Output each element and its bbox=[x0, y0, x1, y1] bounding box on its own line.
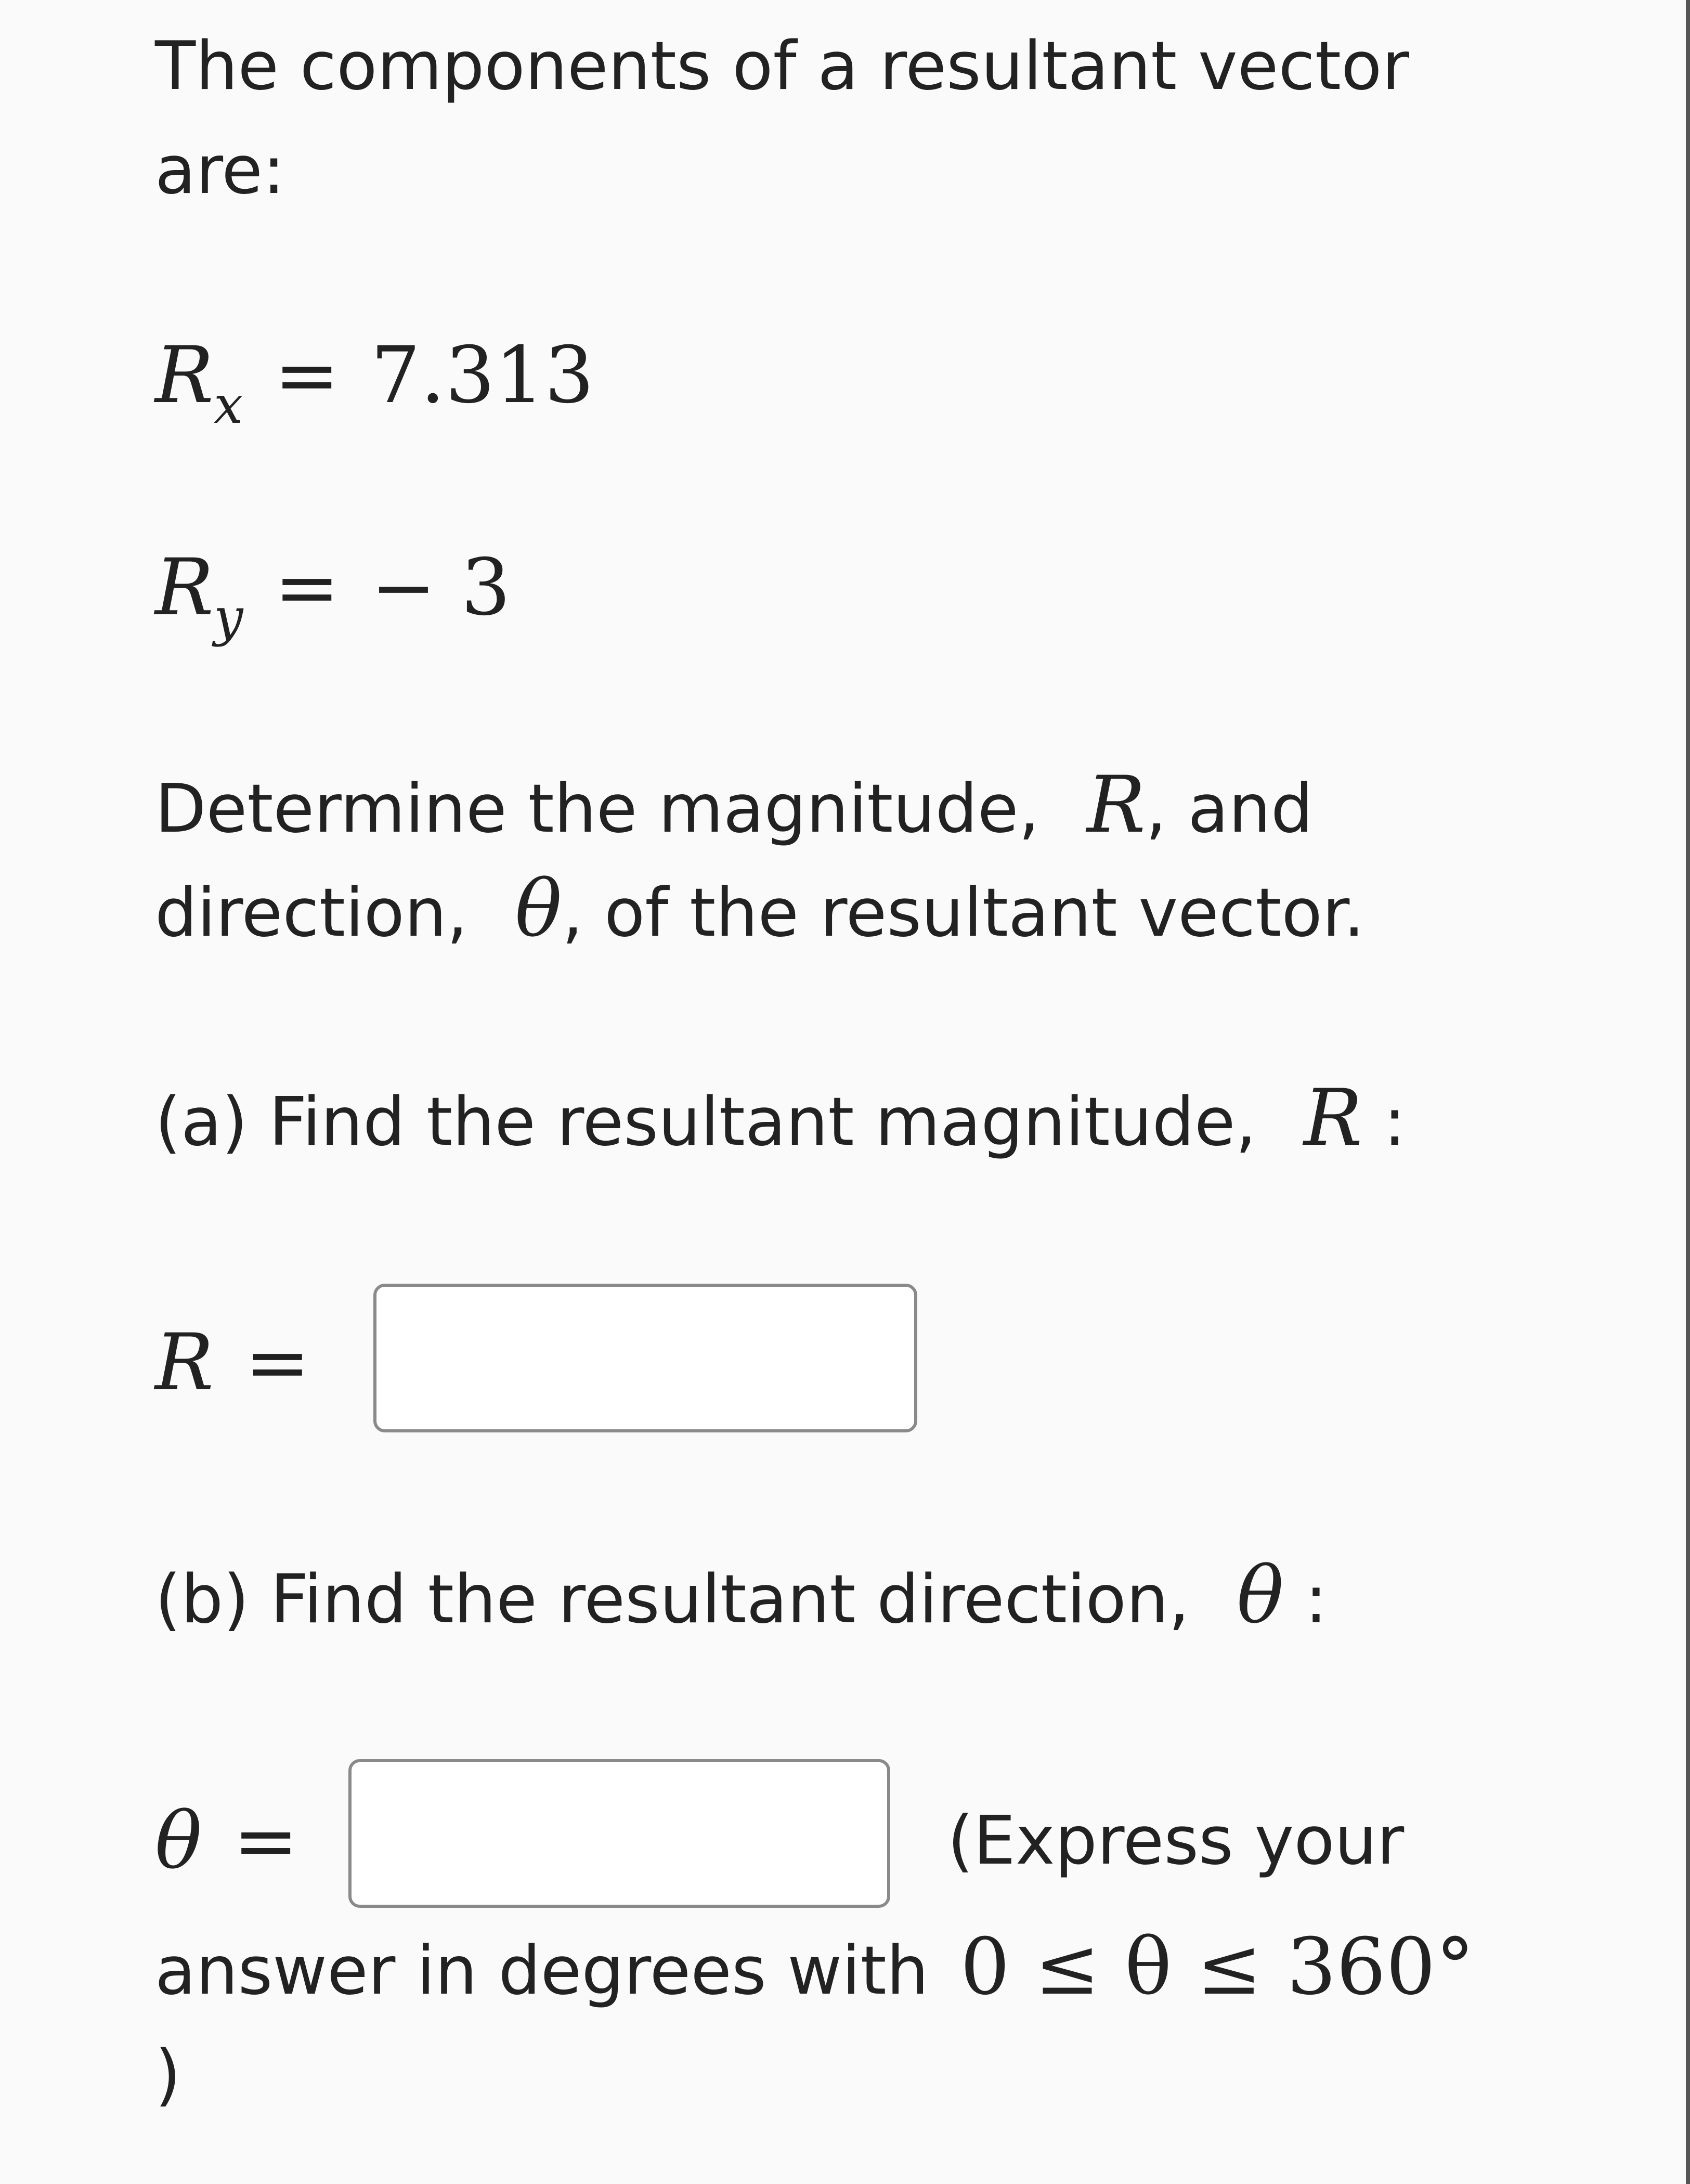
magnitude-answer-input[interactable] bbox=[373, 1284, 917, 1432]
part-b-hint-line-1: (Express your bbox=[947, 1802, 1405, 1880]
part-b-prompt-colon: : bbox=[1305, 1561, 1328, 1638]
part-b-answer-label bbox=[155, 1789, 330, 1893]
rx-value: 7.313 bbox=[371, 330, 594, 421]
rx-subscript: x bbox=[213, 374, 243, 435]
part-a-prompt-symbol: R bbox=[1304, 1073, 1362, 1164]
task-line-2-prefix: direction, bbox=[155, 874, 468, 952]
task-line-2-suffix: , of the resultant vector. bbox=[562, 874, 1365, 952]
part-a-answer-equals: = bbox=[244, 1317, 310, 1408]
direction-answer-input[interactable] bbox=[348, 1759, 890, 1908]
part-b-prompt-symbol: θ bbox=[1237, 1550, 1284, 1641]
part-a-prompt-colon: : bbox=[1383, 1083, 1406, 1161]
ry-equation bbox=[155, 536, 511, 649]
part-a-prompt-text: (a) Find the resultant magnitude, bbox=[155, 1083, 1257, 1161]
intro-line-1: The components of a resultant vector bbox=[155, 28, 1409, 105]
part-b-hint-line-2 bbox=[155, 1915, 1475, 2023]
ry-equals: = bbox=[274, 542, 340, 633]
rx-equation bbox=[155, 324, 594, 436]
ry-value: − 3 bbox=[371, 542, 511, 633]
task-line-1-symbol: R bbox=[1086, 760, 1146, 850]
part-b-hint-math: 0 ≤ θ ≤ 360° bbox=[960, 1922, 1475, 2012]
part-b-prompt bbox=[155, 1544, 1328, 1652]
ry-symbol: R bbox=[155, 542, 214, 633]
task-line-2 bbox=[155, 857, 1364, 965]
part-b-answer-symbol: θ bbox=[155, 1796, 202, 1886]
part-a-prompt bbox=[155, 1066, 1406, 1174]
task-line-1 bbox=[155, 753, 1313, 861]
part-a-answer-symbol: R bbox=[155, 1317, 214, 1408]
task-line-1-suffix: , and bbox=[1145, 770, 1314, 848]
rx-symbol: R bbox=[155, 330, 214, 421]
task-line-1-prefix: Determine the magnitude, bbox=[155, 770, 1040, 848]
part-b-prompt-text: (b) Find the resultant direction, bbox=[155, 1561, 1190, 1638]
rx-equals: = bbox=[274, 330, 340, 421]
part-b-hint-close: ) bbox=[155, 2036, 181, 2114]
page-right-border bbox=[1686, 0, 1690, 2184]
part-a-answer-label bbox=[155, 1311, 342, 1415]
task-line-2-symbol: θ bbox=[515, 864, 562, 954]
ry-subscript: y bbox=[213, 587, 243, 648]
part-b-answer-equals: = bbox=[233, 1796, 298, 1886]
part-b-hint-text: answer in degrees with bbox=[155, 1932, 929, 2010]
intro-line-2: are: bbox=[155, 132, 285, 209]
